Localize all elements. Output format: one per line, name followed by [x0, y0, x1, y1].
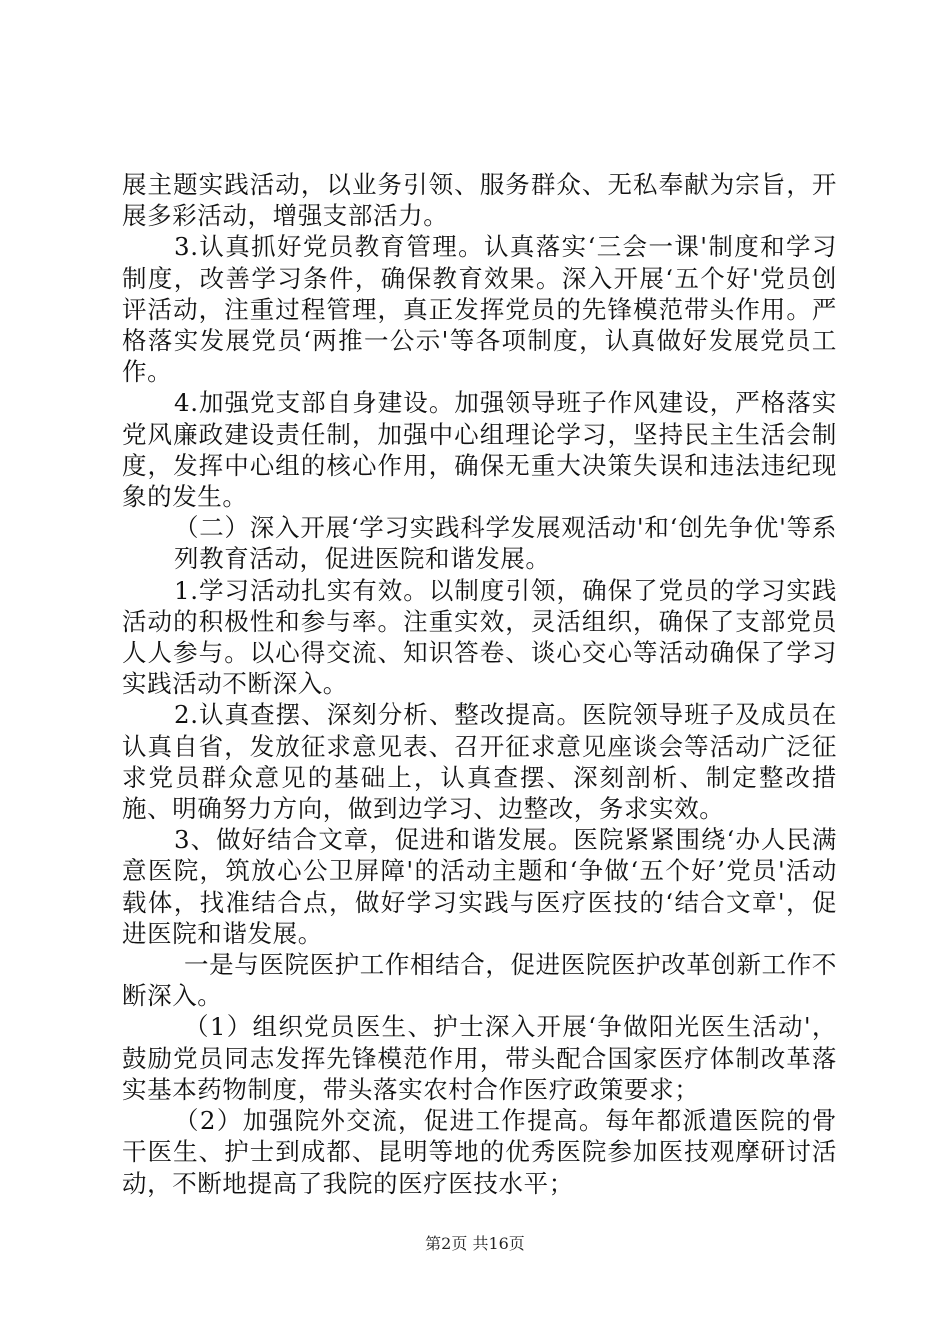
paragraph-continuation: 展主题实践活动，以业务引领、服务群众、无私奉献为宗旨，开展多彩活动，增强支部活力。 — [122, 170, 837, 231]
paragraph-branch-building: 4.加强党支部自身建设。加强领导班子作风建设，严格落实党风廉政建设责任制，加强中心组理论学习，坚持民主生活会制度，发挥中心组的核心作用，确保无重大决策失误和违法违纪现象的发生。 — [122, 388, 837, 512]
paragraph-study-activity: 1.学习活动扎实有效。以制度引领，确保了党员的学习实践活动的积极性和参与率。注重实效，灵活组织，确保了支部党员人人参与。以心得交流、知识答卷、谈心交心等活动确保了学习实践活动不断深入。 — [122, 575, 837, 699]
paragraph-medical-work: 一是与医院医护工作相结合，促进医院医护改革创新工作不断深入。 — [122, 950, 837, 1011]
section-heading-two: （二）深入开展‘学习实践科学发展观活动'和‘创先争优'等系列教育活动，促进医院和谐发展。 — [174, 513, 837, 574]
document-body — [122, 169, 837, 1199]
page-footer — [0, 1234, 950, 1254]
page-number-label: 第2页 共16页 — [425, 1234, 525, 1253]
paragraph-item-two: （2）加强院外交流，促进工作提高。每年都派遣医院的骨干医生、护士到成都、昆明等地的优秀医院参加医技观摩研讨活动，不断地提高了我院的医疗医技水平； — [122, 1106, 837, 1198]
paragraph-combination: 3、做好结合文章，促进和谐发展。医院紧紧围绕‘办人民满意医院，筑放心公卫屏障'的活动主题和‘争做‘五个好’党员'活动载体，找准结合点，做好学习实践与医疗医技的‘结合文章'，促进医院和谐发展。 — [122, 825, 837, 948]
paragraph-rectification: 2.认真查摆、深刻分析、整改提高。医院领导班子及成员在认真自省，发放征求意见表、召开征求意见座谈会等活动广泛征求党员群众意见的基础上，认真查摆、深刻剖析、制定整改措施、明确努力方向，做到边学习、边整改，务求实效。 — [122, 700, 837, 824]
paragraph-item-one: （1）组织党员医生、护士深入开展‘争做阳光医生活动'，鼓励党员同志发挥先锋模范作用，带头配合国家医疗体制改革落实基本药物制度，带头落实农村合作医疗政策要求； — [122, 1012, 837, 1104]
paragraph-member-education: 3.认真抓好党员教育管理。认真落实‘三会一课'制度和学习制度，改善学习条件，确保教育效果。深入开展‘五个好'党员创评活动，注重过程管理，真正发挥党员的先锋模范带头作用。严格落实发展党员‘两推一公示'等各项制度，认真做好发展党员工作。 — [122, 232, 837, 387]
